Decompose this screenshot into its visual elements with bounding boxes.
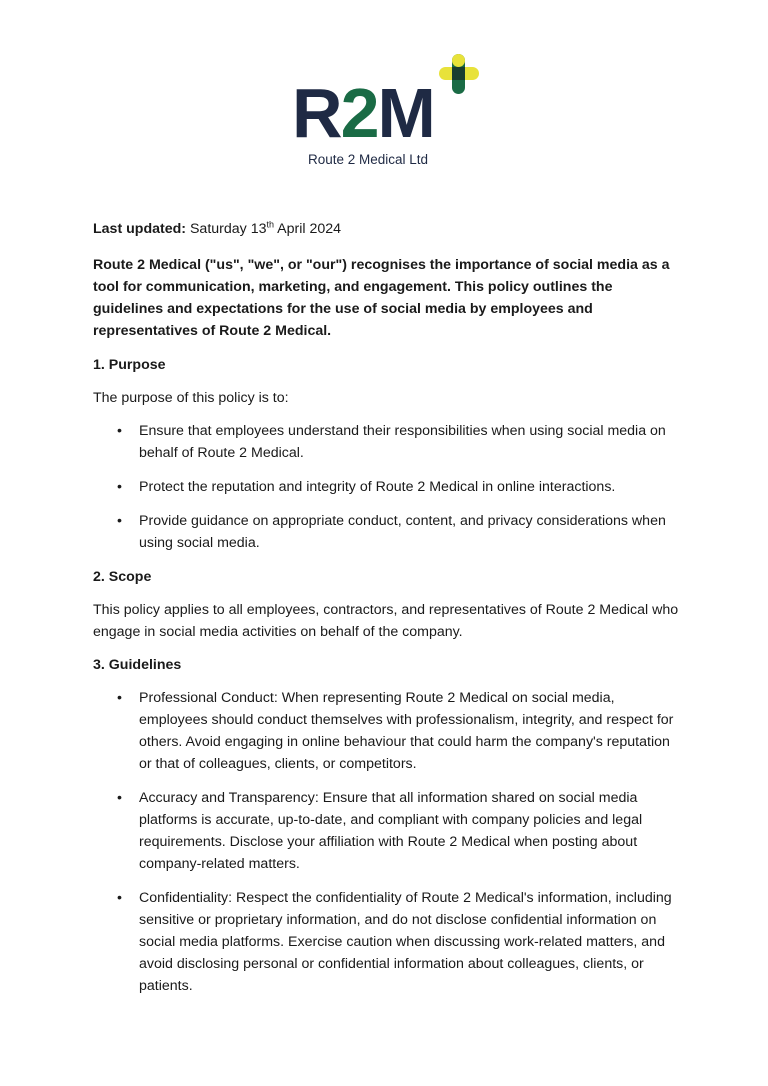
bullet-icon: • [117,423,122,439]
logo-wordmark [292,74,434,152]
list-item-text: Ensure that employees understand their responsibilities when using social media on behalf of Route 2 Medical. [139,423,666,461]
logo-letter-r: R [292,74,341,152]
last-updated-suffix: th [266,219,274,230]
list-item [93,787,683,875]
list-item-text: Provide guidance on appropriate conduct, content, and privacy considerations when using social media. [139,513,666,551]
logo-digit-2: 2 [340,74,378,152]
policy-document [93,218,683,1009]
purpose-list [93,420,683,554]
list-item [93,510,683,554]
logo-subtitle: Route 2 Medical Ltd [308,152,429,167]
last-updated [93,218,683,240]
list-item-text: Professional Conduct: When representing Route 2 Medical on social media, employees should conduct themselves with professionalism, integrity, and respect for others. Avoid engaging in online behaviour that could harm the company's reputation or that of colleagues, clients, or competitors. [139,690,674,772]
medical-cross-icon [437,52,481,96]
section-heading-guidelines: 3. Guidelines [93,657,182,673]
bullet-icon: • [117,690,122,706]
list-item [93,476,683,498]
list-item [93,687,683,775]
purpose-lead: The purpose of this policy is to: [93,390,289,406]
last-updated-day: Saturday 13 [189,221,267,237]
intro-paragraph: Route 2 Medical ("us", "we", or "our") recognises the importance of social media as a tool for communication, marketing, and engagement. This policy outlines the guidelines and expectations for the use of social media by employees and representatives of Route 2 Medical. [93,257,670,339]
scope-text: This policy applies to all employees, contractors, and representatives of Route 2 Medical who engage in social media activities on behalf of the company. [93,602,679,640]
last-updated-label: Last updated: [93,221,187,237]
logo-letter-m: M [377,74,434,152]
bullet-icon: • [117,479,122,495]
guidelines-list [93,687,683,997]
list-item [93,420,683,464]
list-item-text: Protect the reputation and integrity of Route 2 Medical in online interactions. [139,479,616,495]
bullet-icon: • [117,513,122,529]
bullet-icon: • [117,890,122,906]
list-item-text: Confidentiality: Respect the confidentiality of Route 2 Medical's information, including sensitive or proprietary information, and do not disclose confidential information on social media platforms. Exercise caution when discussing work-related matters, and avoid disclosing personal or confidential information about colleagues, clients, or patients. [139,890,672,994]
list-item [93,887,683,997]
list-item-text: Accuracy and Transparency: Ensure that all information shared on social media platforms is accurate, up-to-date, and compliant with company policies and legal requirements. Disclose your affiliation with Route 2 Medical when posting about company-related matters. [139,790,643,872]
section-heading-purpose: 1. Purpose [93,357,166,373]
bullet-icon: • [117,790,122,806]
company-logo [0,52,768,172]
section-heading-scope: 2. Scope [93,569,152,585]
last-updated-month-year: April 2024 [277,221,342,237]
